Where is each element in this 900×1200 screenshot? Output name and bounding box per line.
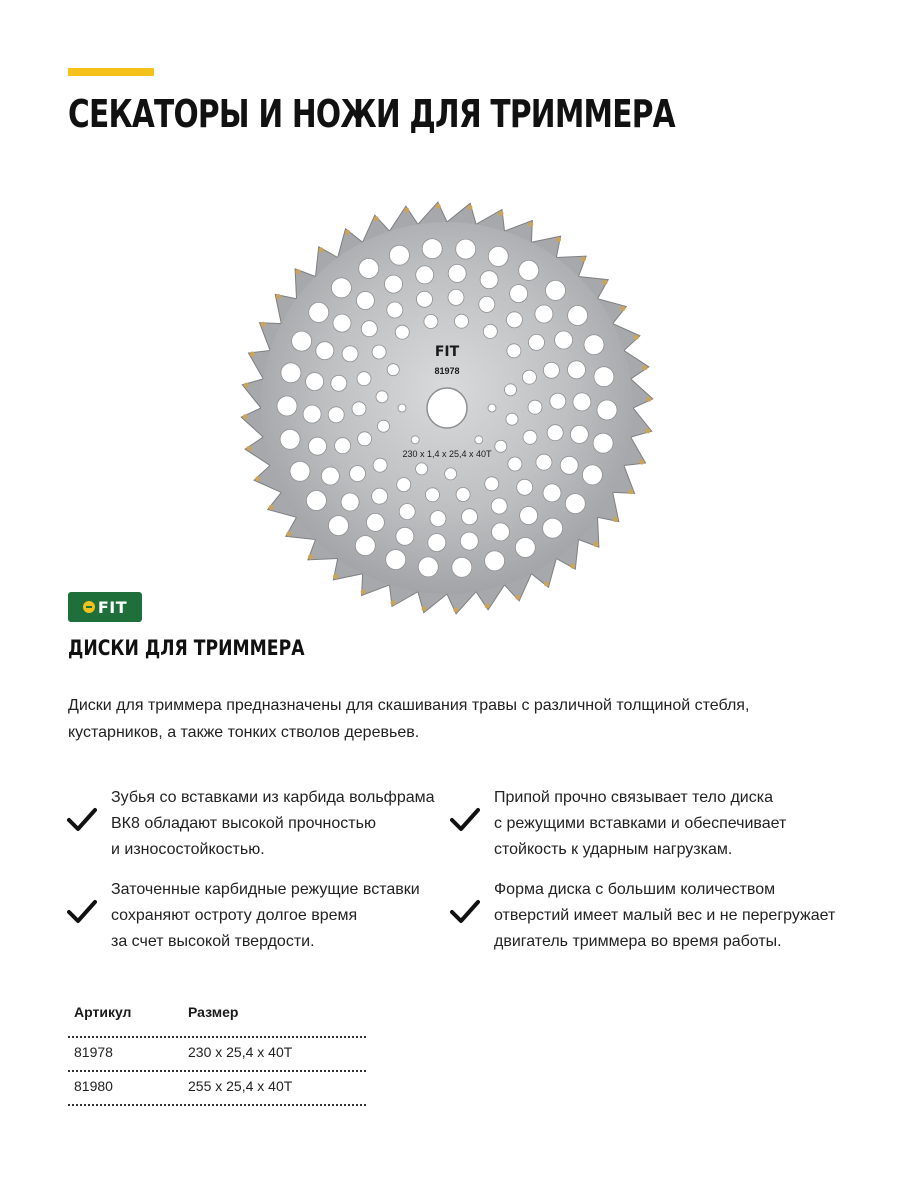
carbide-tip <box>308 554 313 559</box>
carbide-tip <box>247 446 252 451</box>
table-row <box>68 1040 366 1064</box>
carbide-tip <box>613 517 618 522</box>
disc-hole <box>462 509 478 525</box>
spec-table-header <box>68 1004 366 1030</box>
carbide-tip <box>391 600 396 605</box>
disc-hole <box>483 324 497 338</box>
column-header-article: Артикул <box>74 1004 132 1020</box>
disc-hole <box>523 430 537 444</box>
disc-hole <box>522 370 536 384</box>
feature-item <box>494 877 864 955</box>
carbide-tip <box>374 216 379 221</box>
carbide-tip <box>646 397 651 402</box>
page-title: СЕКАТОРЫ И НОЖИ ДЛЯ ТРИММЕРА <box>68 92 675 136</box>
disc-hole <box>480 271 498 289</box>
carbide-tip <box>243 414 248 419</box>
carbide-tip <box>645 428 650 433</box>
carbide-tip <box>498 211 503 216</box>
checkmark-icon <box>67 807 97 833</box>
cell-article: 81978 <box>74 1044 113 1060</box>
intro-paragraph: Диски для триммера предназначены для скашивания травы с различной толщиной стебля, кустарников, а также тонких стволов деревьев. <box>68 697 750 741</box>
product-image-disc <box>237 200 657 620</box>
disc-hole <box>492 523 510 541</box>
disc-hole <box>452 557 472 577</box>
disc-hole <box>359 259 379 279</box>
divider <box>68 1036 366 1038</box>
disc-hole <box>507 344 521 358</box>
disc-hole <box>372 345 386 359</box>
feature-text: Форма диска с большим количеством отверстий имеет малый вес и не перегружает двигатель триммера во время работы. <box>494 881 836 950</box>
disc-hole <box>399 504 415 520</box>
feature-text: Заточенные карбидные режущие вставки сохраняют остроту долгое время за счет высокой твердости. <box>111 881 420 950</box>
disc-hole <box>479 296 495 312</box>
disc-hole <box>475 436 483 444</box>
disc-hole <box>280 429 300 449</box>
disc-hole <box>448 289 464 305</box>
disc-hole <box>398 404 406 412</box>
disc-hole <box>361 321 377 337</box>
feature-item <box>111 877 471 955</box>
disc-hole <box>505 384 517 396</box>
disc-brand-text: FIT <box>434 344 460 360</box>
disc-hole <box>303 405 321 423</box>
disc-hole <box>277 396 297 416</box>
carbide-tip <box>361 589 366 594</box>
disc-hole <box>357 372 371 386</box>
table-row <box>68 1074 366 1098</box>
disc-hole <box>485 477 499 491</box>
disc-hole <box>372 488 388 504</box>
disc-hole <box>376 391 388 403</box>
carbide-tip <box>634 335 639 340</box>
disc-hole <box>535 305 553 323</box>
disc-hole <box>309 437 327 455</box>
disc-hole <box>448 264 466 282</box>
disc-hole <box>426 488 440 502</box>
disc-hole <box>350 466 366 482</box>
disc-hole <box>387 364 399 376</box>
carbide-tip <box>295 269 300 274</box>
disc-hole <box>387 302 403 318</box>
disc-hole <box>328 407 344 423</box>
spec-table <box>68 1004 366 1108</box>
carbide-tip <box>276 294 281 299</box>
cell-size: 230 x 25,4 x 40T <box>188 1044 293 1060</box>
disc-hole <box>597 400 617 420</box>
disc-hole <box>331 278 351 298</box>
carbide-tip <box>261 322 266 327</box>
column-header-size: Размер <box>188 1004 239 1020</box>
divider <box>68 1104 366 1106</box>
carbide-tip <box>436 204 441 209</box>
disc-hole <box>573 393 591 411</box>
disc-hole <box>321 467 339 485</box>
disc-hole <box>358 432 372 446</box>
disc-hole <box>306 491 326 511</box>
carbide-tip <box>467 205 472 210</box>
carbide-tip <box>620 306 625 311</box>
disc-hole <box>352 402 366 416</box>
disc-hole <box>397 478 411 492</box>
disc-hole <box>495 440 507 452</box>
disc-hole <box>335 438 351 454</box>
checkmark-icon <box>450 899 480 925</box>
carbide-tip <box>250 352 255 357</box>
disc-hole <box>306 373 324 391</box>
disc-hole <box>506 312 522 328</box>
disc-hole <box>560 456 578 474</box>
disc-hole <box>385 275 403 293</box>
carbide-tip <box>345 230 350 235</box>
accent-bar <box>68 68 154 76</box>
cell-article: 81980 <box>74 1078 113 1094</box>
cell-size: 255 x 25,4 x 40T <box>188 1078 293 1094</box>
carbide-tip <box>453 607 458 612</box>
arbor-hole <box>427 388 467 428</box>
disc-hole <box>355 536 375 556</box>
feature-item <box>111 785 471 863</box>
disc-hole <box>378 420 390 432</box>
feature-item <box>494 785 854 863</box>
disc-hole <box>389 245 409 265</box>
disc-hole <box>547 425 563 441</box>
disc-size-text: 230 x 1,4 x 25,4 x 40T <box>402 449 492 459</box>
disc-hole <box>366 513 384 531</box>
disc-hole <box>568 361 586 379</box>
disc-hole <box>543 518 563 538</box>
disc-hole <box>543 484 561 502</box>
carbide-tip <box>581 256 586 261</box>
disc-hole <box>445 468 457 480</box>
disc-hole <box>417 291 433 307</box>
disc-hole <box>529 334 545 350</box>
feature-text: Зубья со вставками из карбида вольфрама ВК8 обладают высокой прочностью и износостойкостью. <box>111 789 435 858</box>
disc-hole <box>460 532 478 550</box>
disc-hole <box>536 454 552 470</box>
carbide-tip <box>422 606 427 611</box>
carbide-tip <box>602 280 607 285</box>
disc-hole <box>510 285 528 303</box>
disc-hole <box>594 367 614 387</box>
disc-hole <box>491 498 507 514</box>
carbide-tip <box>286 531 291 536</box>
disc-hole <box>422 239 442 259</box>
carbide-tip <box>319 247 324 252</box>
carbide-tip <box>485 603 490 608</box>
disc-hole <box>281 363 301 383</box>
carbide-tip <box>255 476 260 481</box>
feature-text: Припой прочно связывает тело диска с режущими вставками и обеспечивает стойкость к ударным нагрузкам. <box>494 789 787 858</box>
disc-hole <box>520 507 538 525</box>
disc-hole <box>416 266 434 284</box>
disc-hole <box>428 534 446 552</box>
disc-hole <box>455 314 469 328</box>
disc-hole <box>570 425 588 443</box>
disc-hole <box>515 538 535 558</box>
carbide-tip <box>593 542 598 547</box>
disc-hole <box>488 404 496 412</box>
disc-hole <box>342 346 358 362</box>
disc-hole <box>395 325 409 339</box>
disc-hole <box>418 557 438 577</box>
disc-hole <box>543 362 559 378</box>
brand-logo-icon <box>83 601 95 613</box>
disc-hole <box>411 436 419 444</box>
disc-article-text: 81978 <box>434 366 460 376</box>
brand-logo-badge <box>68 592 142 622</box>
disc-hole <box>333 314 351 332</box>
section-heading: ДИСКИ ДЛЯ ТРИММЕРА <box>68 636 305 660</box>
disc-hole <box>565 494 585 514</box>
disc-hole <box>396 527 414 545</box>
disc-hole <box>386 550 406 570</box>
carbide-tip <box>556 237 561 242</box>
checkmark-icon <box>450 807 480 833</box>
disc-hole <box>517 479 533 495</box>
disc-hole <box>373 458 387 472</box>
disc-hole <box>550 393 566 409</box>
disc-hole <box>292 331 312 351</box>
disc-hole <box>488 246 508 266</box>
disc-hole <box>506 413 518 425</box>
carbide-tip <box>528 222 533 227</box>
carbide-tip <box>515 595 520 600</box>
disc-hole <box>341 493 359 511</box>
disc-hole <box>555 331 573 349</box>
disc-hole <box>519 260 539 280</box>
disc-hole <box>416 463 428 475</box>
disc-hole <box>456 239 476 259</box>
carbide-tip <box>404 208 409 213</box>
carbide-tip <box>544 581 549 586</box>
disc-hole <box>528 400 542 414</box>
brand-logo-text: FIT <box>97 597 128 617</box>
carbide-tip <box>642 365 647 370</box>
disc-hole <box>316 342 334 360</box>
disc-hole <box>582 465 602 485</box>
disc-hole <box>430 511 446 527</box>
disc-hole <box>456 488 470 502</box>
disc-hole <box>356 292 374 310</box>
disc-hole <box>424 315 438 329</box>
disc-hole <box>290 461 310 481</box>
divider <box>68 1070 366 1072</box>
carbide-tip <box>570 563 575 568</box>
disc-hole <box>329 516 349 536</box>
disc-hole <box>584 335 604 355</box>
carbide-tip <box>244 383 249 388</box>
carbide-tip <box>639 459 644 464</box>
disc-hole <box>331 375 347 391</box>
disc-hole <box>485 551 505 571</box>
disc-hole <box>593 433 613 453</box>
checkmark-icon <box>67 899 97 925</box>
disc-hole <box>508 457 522 471</box>
disc-hole <box>546 280 566 300</box>
disc-hole <box>309 302 329 322</box>
carbide-tip <box>269 505 274 510</box>
carbide-tip <box>628 489 633 494</box>
carbide-tip <box>333 574 338 579</box>
disc-hole <box>568 306 588 326</box>
